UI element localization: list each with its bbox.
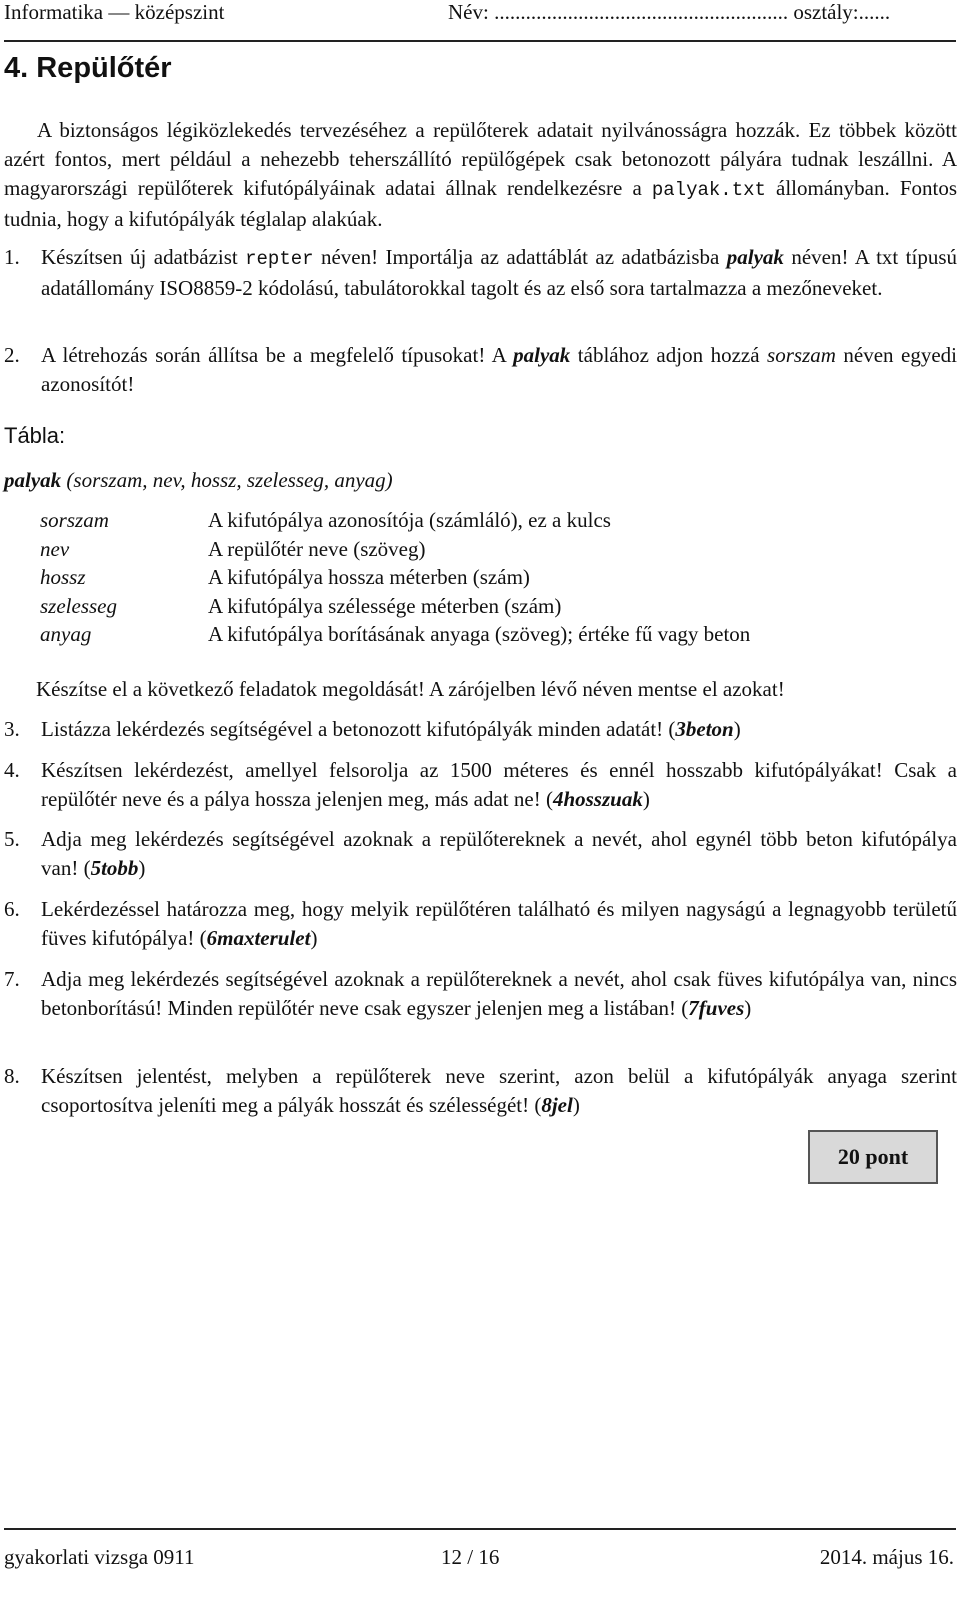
- task-text: [41, 715, 957, 744]
- task-text: [41, 1062, 957, 1120]
- table-name: palyak: [513, 343, 571, 367]
- field-name: sorszam: [767, 343, 836, 367]
- task-6: [4, 895, 957, 953]
- field-name: anyag: [40, 622, 92, 646]
- task-text-part: ): [138, 856, 146, 880]
- header-rule: [4, 40, 956, 42]
- schema-table-name: palyak: [4, 468, 62, 492]
- footer-date: 2014. május 16.: [819, 1545, 954, 1569]
- task-text: [41, 756, 957, 814]
- task-text-part: Készítsen új adatbázist: [41, 245, 246, 269]
- task-number: 8.: [4, 1064, 20, 1088]
- schema-fields: (sorszam, nev, hossz, szelesseg, anyag): [66, 468, 393, 492]
- task-text-part: Adja meg lekérdezés segítségével azoknak a repülőtereknek a nevét, ahol egynél több beton kifutópálya van! (: [41, 827, 957, 880]
- table-heading: Tábla:: [4, 423, 66, 448]
- task-number: 3.: [4, 717, 20, 741]
- database-name: repter: [245, 248, 314, 270]
- field-row: [40, 620, 940, 649]
- intro-paragraph: [4, 116, 957, 234]
- task-number: 4.: [4, 758, 20, 782]
- field-row: [40, 535, 940, 564]
- save-name: 8jel: [541, 1093, 573, 1117]
- task-4: [4, 756, 957, 814]
- field-row: [40, 592, 940, 621]
- task-text-part: Adja meg lekérdezés segítségével azoknak a repülőtereknek a nevét, ahol csak füves kifutópálya van, nincs betonborítású! Minden repülőtér neve csak egyszer jelenjen meg a listában! (: [41, 967, 957, 1020]
- field-description: A kifutópálya borításának anyaga (szöveg); értéke fű vagy beton: [208, 622, 751, 646]
- task-text-part: ): [642, 787, 650, 811]
- task-1: [4, 243, 957, 303]
- task-text-part: Készítsen lekérdezést, amellyel felsorolja az 1500 méteres és ennél hosszabb kifutópályákat! Csak a repülőtér neve és a pálya hossza jelenjen meg, más adat ne! (: [41, 758, 957, 811]
- page-header: [0, 0, 960, 46]
- task-5: [4, 825, 957, 883]
- save-name: 7fuves: [688, 996, 745, 1020]
- task-2: [4, 341, 957, 399]
- task-7: [4, 965, 957, 1023]
- save-name: 3beton: [675, 717, 734, 741]
- field-description: A kifutópálya szélessége méterben (szám): [208, 593, 562, 618]
- intro-text-1: A biztonságos légiközlekedés tervezéséhez a repülőterek adatait nyilvánosságra hozzák. Ez többek között azért fontos, mert például a nehezebb teherszállító repülőgépek csak betonozott pályára tudnak leszállni. A magyarországi repülőterek kifutópályáinak adatai állnak rendelkezésre a: [4, 118, 957, 200]
- task-text-part: néven! Importálja az adattáblát az adatbázisba: [313, 245, 727, 269]
- page-title: 4. Repülőtér: [4, 52, 172, 84]
- field-description: A repülőtér neve (szöveg): [208, 536, 426, 561]
- task-text-part: ): [572, 1093, 580, 1117]
- field-row: [40, 563, 940, 592]
- task-text-part: ): [733, 717, 741, 741]
- footer-rule: [4, 1528, 956, 1530]
- header-name-class-field: Név: ........................................................ osztály:......: [448, 0, 891, 24]
- field-name: szelesseg: [40, 593, 117, 618]
- task-3: [4, 715, 957, 744]
- task-text: [41, 965, 957, 1023]
- header-subject: Informatika — középszint: [4, 0, 225, 24]
- task-text-part: Listázza lekérdezés segítségével a betonozott kifutópályák minden adatát! (: [41, 717, 676, 741]
- task-number: 7.: [4, 967, 20, 991]
- task-text-part: táblához adjon hozzá: [570, 343, 768, 367]
- footer-page-number: 12 / 16: [441, 1545, 500, 1569]
- task-text: [41, 825, 957, 883]
- task-text-part: A létrehozás során állítsa be a megfelelő típusokat! A: [41, 343, 514, 367]
- intro-text-2: állományban. Fontos tudnia, hogy a kifutópályák téglalap alakúak.: [4, 176, 957, 231]
- task-text-part: néven! A txt típusú adatállomány ISO8859-2 kódolású, tabulátorokkal tagolt és az első sora tartalmazza a mezőneveket.: [41, 245, 957, 300]
- field-name: sorszam: [40, 508, 109, 532]
- task-number: 1.: [4, 245, 20, 269]
- table-schema: [4, 466, 393, 495]
- field-row: [40, 506, 940, 535]
- table-name: palyak: [726, 245, 784, 269]
- points-box: 20 pont: [808, 1130, 938, 1184]
- instructions-intro: Készítse el a következő feladatok megoldását! A zárójelben lévő néven mentse el azokat!: [36, 677, 785, 701]
- intro-filename: palyak.txt: [651, 179, 766, 201]
- save-name: 4hosszuak: [552, 787, 643, 811]
- task-number: 5.: [4, 827, 20, 851]
- field-name: nev: [40, 536, 70, 561]
- task-text-part: ): [310, 926, 318, 950]
- task-text-part: Készítsen jelentést, melyben a repülőterek neve szerint, azon belül a kifutópályák anyaga szerint csoportosítva jeleníti meg a pályák hosszát és szélességét! (: [41, 1064, 957, 1117]
- task-text: [41, 895, 957, 953]
- task-text-part: Lekérdezéssel határozza meg, hogy melyik repülőtéren található és milyen nagyságú a legnagyobb területű füves kifutópálya! (: [41, 897, 957, 950]
- field-description: A kifutópálya azonosítója (számláló), ez a kulcs: [208, 508, 611, 532]
- field-name: hossz: [40, 565, 86, 589]
- task-number: 2.: [4, 343, 20, 367]
- task-text-part: néven egyedi azonosítót!: [41, 343, 958, 396]
- save-name: 5tobb: [90, 856, 139, 880]
- footer-exam-id: gyakorlati vizsga 0911: [4, 1545, 195, 1569]
- task-text-part: ): [744, 996, 752, 1020]
- field-list: [40, 506, 940, 649]
- task-text: [41, 243, 957, 303]
- task-number: 6.: [4, 897, 20, 921]
- save-name: 6maxterulet: [206, 926, 311, 950]
- task-text: [41, 341, 957, 399]
- field-description: A kifutópálya hossza méterben (szám): [208, 565, 530, 589]
- task-8: [4, 1062, 957, 1120]
